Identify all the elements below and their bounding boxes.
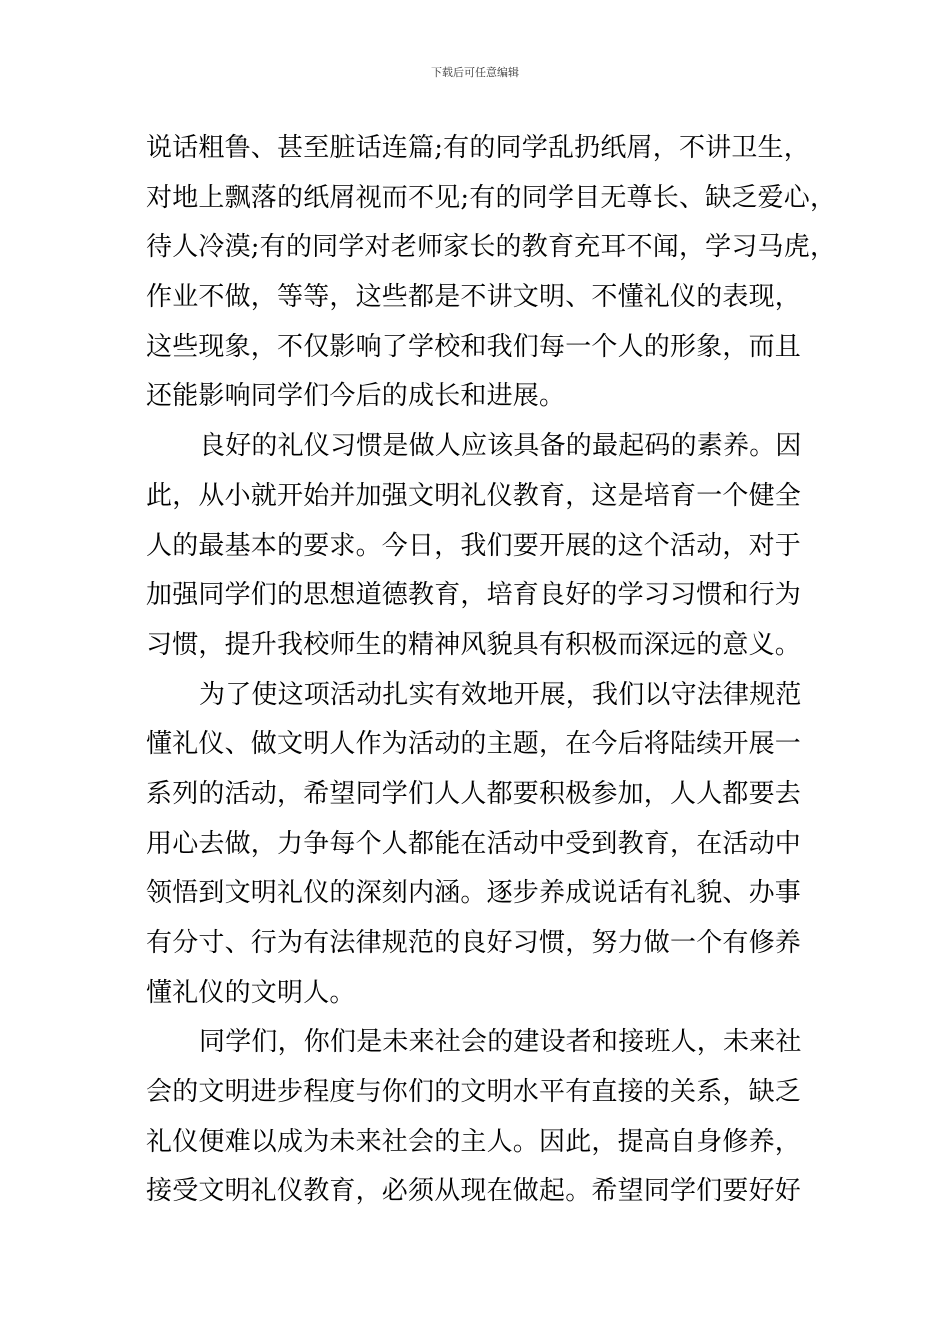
text-line: 加强同学们的思想道德教育，培育良好的学习习惯和行为: [146, 580, 802, 611]
paragraph-2: [146, 422, 836, 670]
text-line: 习惯，提升我校师生的精神风貌具有积极而深远的意义。: [146, 629, 802, 660]
text-line: 作业不做，等等，这些都是不讲文明、不懂礼仪的表现，: [146, 282, 802, 313]
text-line: 领悟到文明礼仪的深刻内涵。逐步养成说话有礼貌、办事: [146, 878, 802, 909]
text-line: 用心去做，力争每个人都能在活动中受到教育，在活动中: [146, 828, 802, 859]
text-line: 此，从小就开始并加强文明礼仪教育，这是培育一个健全: [146, 480, 802, 511]
text-line: 待人冷漠;有的同学对老师家长的教育充耳不闻，学习马虎，: [146, 232, 837, 263]
text-line: 同学们，你们是未来社会的建设者和接班人，未来社: [199, 1027, 802, 1058]
text-line: 有分寸、行为有法律规范的良好习惯，努力做一个有修养: [146, 928, 802, 958]
text-line: 人的最基本的要求。今日，我们要开展的这个活动，对于: [146, 530, 802, 561]
text-line: 为了使这项活动扎实有效地开展，我们以守法律规范: [199, 679, 802, 710]
text-line: 对地上飘落的纸屑视而不见;有的同学目无尊长、缺乏爱心，: [146, 182, 837, 213]
paragraph-4: [146, 1018, 836, 1217]
text-line: 礼仪便难以成为未来社会的主人。因此，提高自身修养，: [146, 1126, 802, 1157]
text-line: 良好的礼仪习惯是做人应该具备的最起码的素养。因: [199, 431, 802, 462]
text-line: 还能影响同学们今后的成长和进展。: [146, 381, 566, 412]
document-body: [146, 124, 836, 1217]
page-header: 下载后可任意编辑: [431, 66, 519, 79]
text-line: 系列的活动，希望同学们人人都要积极参加，人人都要去: [146, 778, 802, 809]
text-line: 这些现象，不仅影响了学校和我们每一个人的形象，而且: [146, 331, 802, 362]
text-line: 懂礼仪的文明人。: [146, 977, 356, 1008]
paragraph-3: [146, 671, 836, 1019]
text-line: 接受文明礼仪教育，必须从现在做起。希望同学们要好好: [146, 1176, 802, 1207]
text-line: 会的文明进步程度与你们的文明水平有直接的关系，缺乏: [146, 1077, 802, 1108]
text-line: 说话粗鲁、甚至脏话连篇;有的同学乱扔纸屑，不讲卫生，: [146, 133, 810, 163]
text-line: 懂礼仪、做文明人作为活动的主题，在今后将陆续开展一: [146, 729, 802, 760]
paragraph-1: [146, 124, 836, 422]
